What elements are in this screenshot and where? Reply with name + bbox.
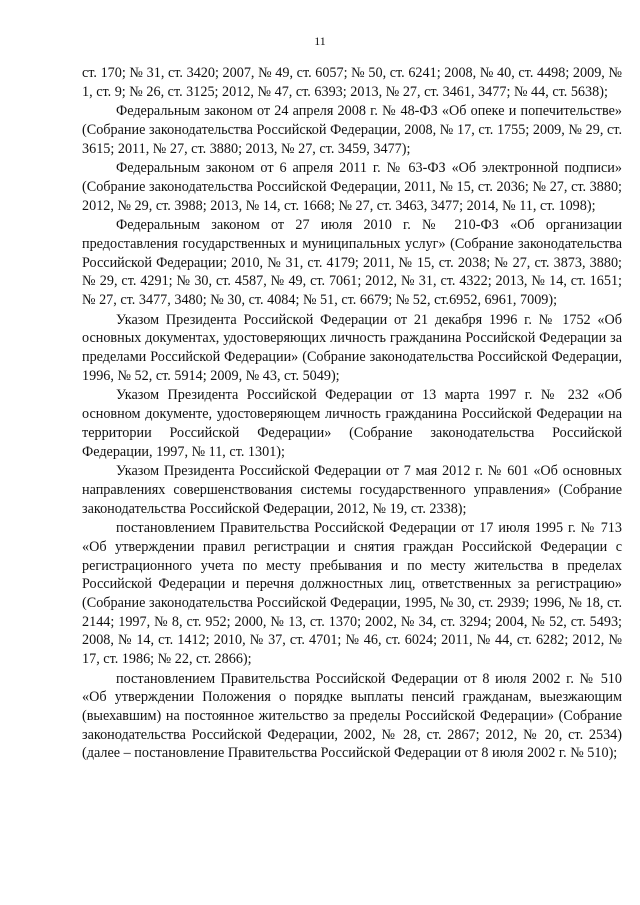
paragraph-federal-law-48fz: Федеральным законом от 24 апреля 2008 г. № 48-ФЗ «Об опеке и попечительстве» (Собрание законодательства Российской Федерации, 2008, № 17, ст. 1755; 2009, № 29, ст. 3615; 2011, № 27, ст. 3880; 2013, № 27, ст. 3459, 3477); [82, 103, 622, 157]
paragraph-federal-law-210fz: Федеральным законом от 27 июля 2010 г. № 210-ФЗ «Об организации предоставления государственных и муниципальных услуг» (Собрание законодательства Российской Федерации; 2010, № 31, ст. 4179; 2011, № 15, ст. 2038; № 27, ст. 3873, 3880; № 29, ст. 4291; № 30, ст. 4587, № 49, ст. 7061; 2012, № 31, ст. 4322; 2013, № 14, ст. 1651; № 27, ст. 3477, 3480; № 30, ст. 4084; № 51, ст. 6679; № 52, ст.6952, 6961, 7009); [82, 217, 622, 309]
paragraph-federal-law-63fz: Федеральным законом от 6 апреля 2011 г. № 63-ФЗ «Об электронной подписи» (Собрание законодательства Российской Федерации, 2011, № 15, ст. 2036; № 27, ст. 3880; 2012, № 29, ст. 3988; 2013, № 14, ст. 1668; № 27, ст. 3463, 3477; 2014, № 11, ст. 1098); [82, 160, 622, 214]
paragraph-resolution-713: постановлением Правительства Российской Федерации от 17 июля 1995 г. № 713 «Об утверждении правил регистрации и снятия граждан Российской Федерации с регистрационного учета по месту пребывания и по месту жительства в пределах Российской Федерации и перечня должностных лиц, ответственных за регистрацию» (Собрание законодательства Российской Федерации, 1995, № 30, ст. 2939; 1996, № 18, ст. 2144; 1997, № 8, ст. 952; 2000, № 13, ст. 1370; 2002, № 34, ст. 3294; 2004, № 52, ст. 5493; 2008, № 14, ст. 1412; 2010, № 37, ст. 4701; № 46, ст. 6024; 2011, № 44, ст. 6282; 2012, № 17, ст. 1986; № 22, ст. 2866); [82, 520, 622, 668]
paragraph-resolution-510: постановлением Правительства Российской Федерации от 8 июля 2002 г. № 510 «Об утверждении Положения о порядке выплаты пенсий гражданам, выезжающим (выехавшим) на постоянное жительство за пределы Российской Федерации» (Собрание законодательства Российской Федерации, 2002, № 28, ст. 2867; 2012, № 20, ст. 2534) (далее – постановление Правительства Российской Федерации от 8 июля 2002 г. № 510); [82, 670, 622, 762]
paragraph-decree-1752: Указом Президента Российской Федерации от 21 декабря 1996 г. № 1752 «Об основных документах, удостоверяющих личность гражданина Российской Федерации за пределами Российской Федерации» (Собрание законодательства Российской Федерации, 1996, № 52, ст. 5914; 2009, № 43, ст. 5049); [82, 311, 622, 384]
document-body [82, 64, 622, 763]
paragraph-decree-232: Указом Президента Российской Федерации от 13 марта 1997 г. № 232 «Об основном документе, удостоверяющем личность гражданина Российской Федерации на территории Российской Федерации» (Собрание законодательства Российской Федерации, 1997, № 11, ст. 1301); [82, 387, 622, 460]
paragraph-continuation: ст. 170; № 31, ст. 3420; 2007, № 49, ст. 6057; № 50, ст. 6241; 2008, № 40, ст. 4498; 2009, № 1, ст. 9; № 26, ст. 3125; 2012, № 47, ст. 6393; 2013, № 27, ст. 3461, 3477; № 44, ст. 5638); [82, 65, 622, 100]
page-number: 11 [314, 34, 326, 48]
paragraph-decree-601: Указом Президента Российской Федерации от 7 мая 2012 г. № 601 «Об основных направлениях совершенствования системы государственного управления» (Собрание законодательства Российской Федерации, 2012, № 19, ст. 2338); [82, 463, 622, 517]
